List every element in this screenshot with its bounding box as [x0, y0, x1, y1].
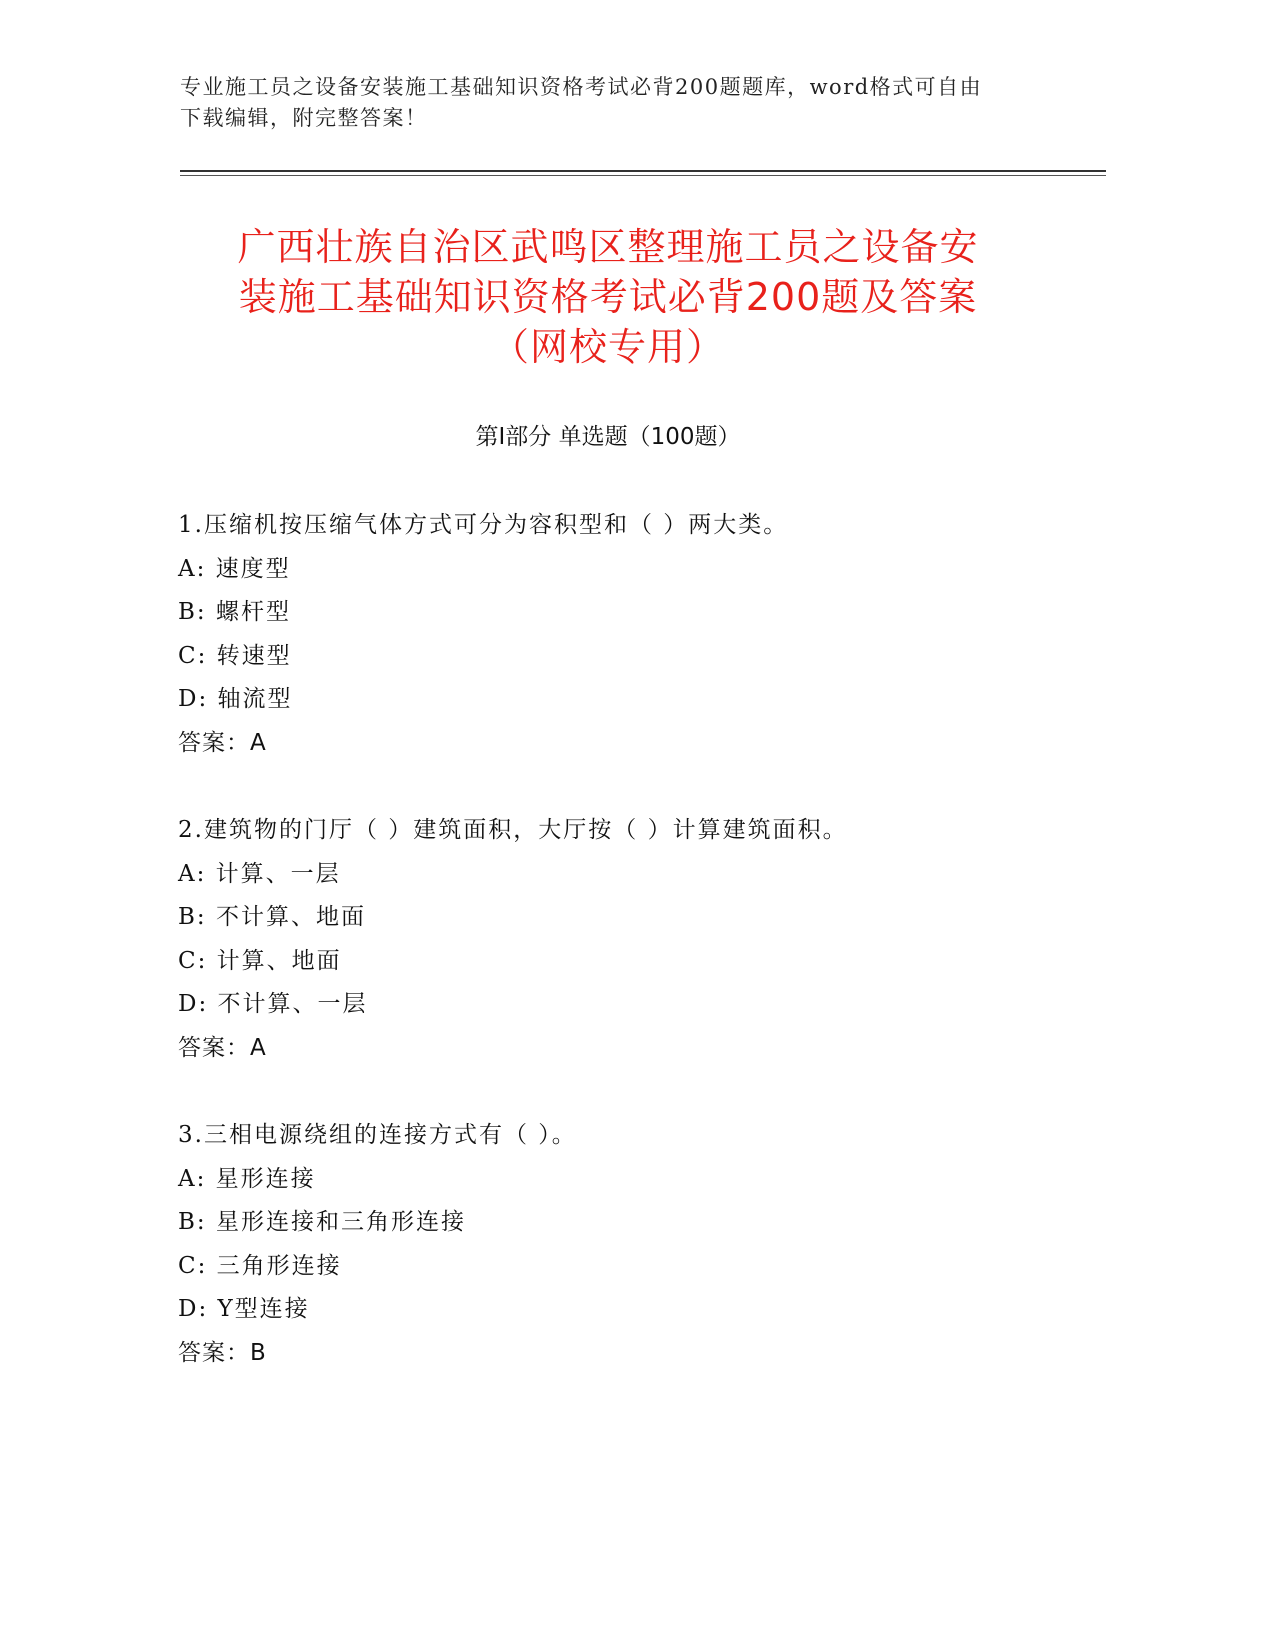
- header-divider: [180, 175, 1106, 176]
- answer: 答案：A: [178, 1034, 267, 1061]
- option: D: 轴流型: [178, 686, 293, 712]
- option: A: 星形连接: [178, 1165, 316, 1192]
- header-divider: [180, 170, 1106, 172]
- section-title: 第Ⅰ部分 单选题（100题）: [475, 424, 741, 450]
- title-line: （网校专用）: [490, 325, 725, 369]
- answer: 答案：B: [178, 1339, 267, 1366]
- document-title: [150, 222, 1066, 372]
- option: A: 速度型: [178, 555, 291, 582]
- option: B: 不计算、地面: [178, 904, 366, 930]
- option: B: 螺杆型: [178, 599, 291, 625]
- option: C: 计算、地面: [178, 947, 342, 974]
- option: D: Y型连接: [178, 1296, 310, 1322]
- option: C: 三角形连接: [178, 1252, 342, 1279]
- title-line: 装施工基础知识资格考试必背200题及答案: [238, 275, 978, 319]
- question-stem: 1.压缩机按压缩气体方式可分为容积型和（ ）两大类。: [178, 512, 789, 538]
- question-item: [178, 504, 1078, 765]
- question-item: [178, 1114, 1078, 1375]
- header-note-line: 下载编辑，附完整答案！: [180, 106, 428, 130]
- question-stem: 3.三相电源绕组的连接方式有（ ）。: [178, 1122, 577, 1148]
- answer: 答案：A: [178, 729, 267, 756]
- option: D: 不计算、一层: [178, 991, 368, 1017]
- question-item: [178, 809, 1078, 1070]
- option: B: 星形连接和三角形连接: [178, 1209, 466, 1235]
- title-line: 广西壮族自治区武鸣区整理施工员之设备安: [237, 225, 979, 269]
- header-note: [180, 72, 1060, 134]
- question-stem: 2.建筑物的门厅（ ）建筑面积，大厅按（ ）计算建筑面积。: [178, 817, 848, 843]
- option: C: 转速型: [178, 642, 292, 669]
- option: A: 计算、一层: [178, 860, 341, 887]
- header-note-line: 专业施工员之设备安装施工基础知识资格考试必背200题题库，word格式可自由: [180, 75, 983, 99]
